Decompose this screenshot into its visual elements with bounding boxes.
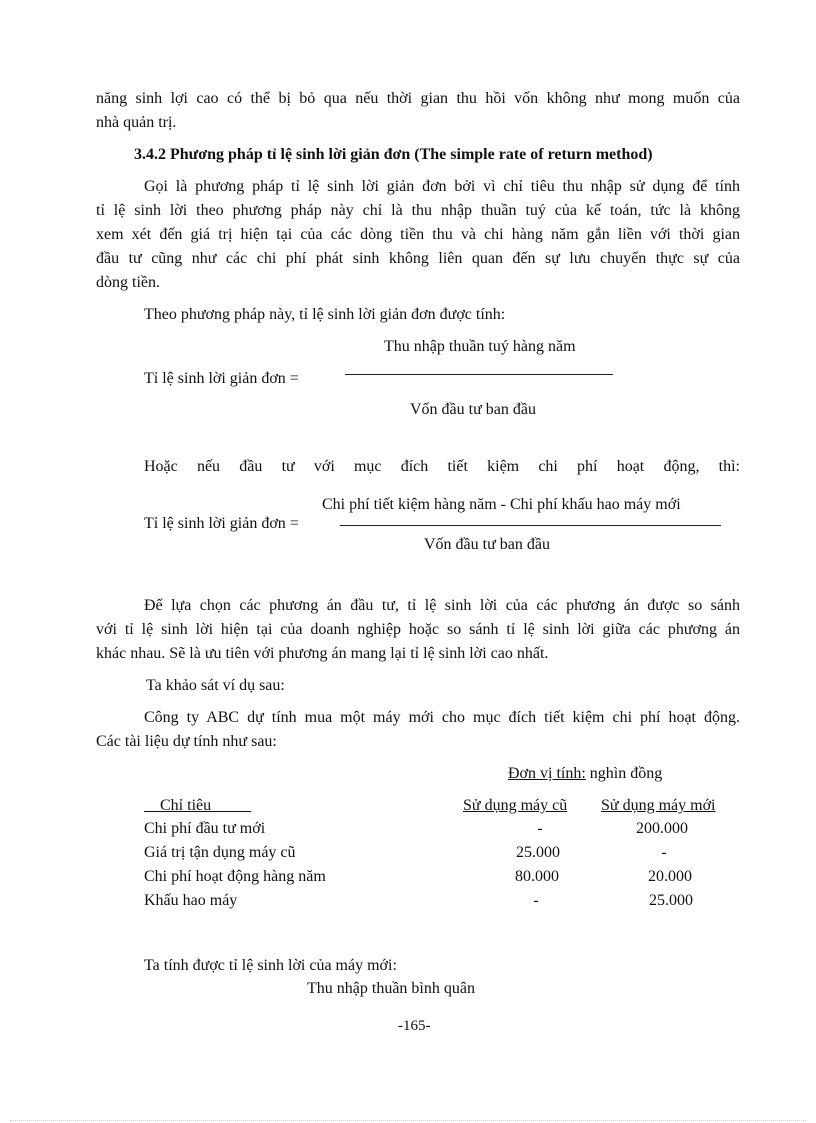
alt-intro: Hoặc nếu đầu tư với mục đích tiết kiệm chi phí hoạt động, thì: (144, 458, 740, 475)
calc-intro: Ta tính được tỉ lệ sinh lời của máy mới: (144, 957, 397, 974)
section-heading: 3.4.2 Phương pháp tỉ lệ sinh lời giản đơn (The simple rate of return method) (134, 146, 653, 163)
para1-line-4: đầu tư cũng như các chi phí phát sinh không liên quan đến sự lưu chuyển thực sự của (96, 250, 740, 267)
para1-line-5: dòng tiền. (96, 274, 160, 291)
para2-line-1: Để lựa chọn các phương án đầu tư, tỉ lệ sinh lời của các phương án được so sánh (144, 597, 740, 614)
row3-label: Chi phí hoạt động hàng năm (144, 868, 326, 885)
formula1-denominator: Vốn đầu tư ban đầu (410, 401, 536, 418)
unit-note (508, 765, 662, 783)
formula1-fraction-line (345, 374, 613, 375)
formula1-lhs: Tỉ lệ sinh lời giản đơn = (144, 370, 299, 387)
formula2-denominator: Vốn đầu tư ban đầu (424, 536, 550, 553)
page-edge-divider (10, 1120, 806, 1121)
row3-new: 20.000 (648, 868, 692, 885)
row2-old: 25.000 (516, 844, 560, 861)
company-line-2: Các tài liệu dự tính như sau: (96, 733, 277, 750)
intro-line-2: nhà quản trị. (96, 114, 177, 131)
formula2-fraction-line (340, 525, 721, 526)
page-number: -165- (398, 1018, 431, 1034)
para1-line-3: xem xét đến giá trị hiện tại của các dòng tiền thu và chi hàng năm gắn liền với thời gian (96, 226, 740, 243)
header-may-cu: Sử dụng máy cũ (463, 797, 568, 814)
para1-line-1: Gọi là phương pháp tỉ lệ sinh lời giản đơn bởi vì chỉ tiêu thu nhập sử dụng để tính (144, 178, 740, 195)
formula1-numerator: Thu nhập thuần tuý hàng năm (384, 338, 576, 355)
para2-line-2: với tỉ lệ sinh lời hiện tại của doanh nghiệp hoặc so sánh tỉ lệ sinh lời giữa các phương án (96, 621, 740, 638)
row2-label: Giá trị tận dụng máy cũ (144, 844, 296, 861)
unit-label: Đơn vị tính: (508, 765, 586, 782)
row4-new: 25.000 (649, 892, 693, 909)
row1-new: 200.000 (636, 820, 688, 837)
row4-old: - (533, 892, 539, 909)
calc-numerator: Thu nhập thuần bình quân (307, 980, 475, 997)
row1-old: - (537, 820, 543, 837)
para1-line-2: tỉ lệ sinh lời theo phương pháp này chỉ là thu nhập thuần tuý của kế toán, tức là không (96, 202, 740, 219)
formula2-numerator: Chi phí tiết kiệm hàng năm - Chi phí khấu hao máy mới (322, 496, 681, 513)
header-chi-tieu (144, 797, 268, 815)
intro-line-1: năng sinh lợi cao có thể bị bỏ qua nếu thời gian thu hồi vốn không như mong muốn của (96, 90, 740, 107)
row4-label: Khấu hao máy (144, 892, 238, 909)
para2-line-3: khác nhau. Sẽ là ưu tiên với phương án mang lại tỉ lệ sinh lời cao nhất. (96, 645, 549, 662)
header-may-moi: Sử dụng máy mới (601, 797, 716, 814)
company-line-1: Công ty ABC dự tính mua một máy mới cho mục đích tiết kiệm chi phí hoạt động. (144, 709, 740, 726)
row1-label: Chi phí đầu tư mới (144, 820, 266, 837)
formula2-lhs: Tỉ lệ sinh lời giản đơn = (144, 515, 299, 532)
row2-new: - (661, 844, 667, 861)
header-chi-tieu-label: Chỉ tiêu (160, 797, 212, 814)
formula-intro: Theo phương pháp này, tỉ lệ sinh lời giản đơn được tính: (144, 306, 506, 323)
example-intro: Ta khảo sát ví dụ sau: (146, 677, 285, 694)
unit-value: nghìn đồng (585, 765, 663, 782)
row3-old: 80.000 (515, 868, 559, 885)
